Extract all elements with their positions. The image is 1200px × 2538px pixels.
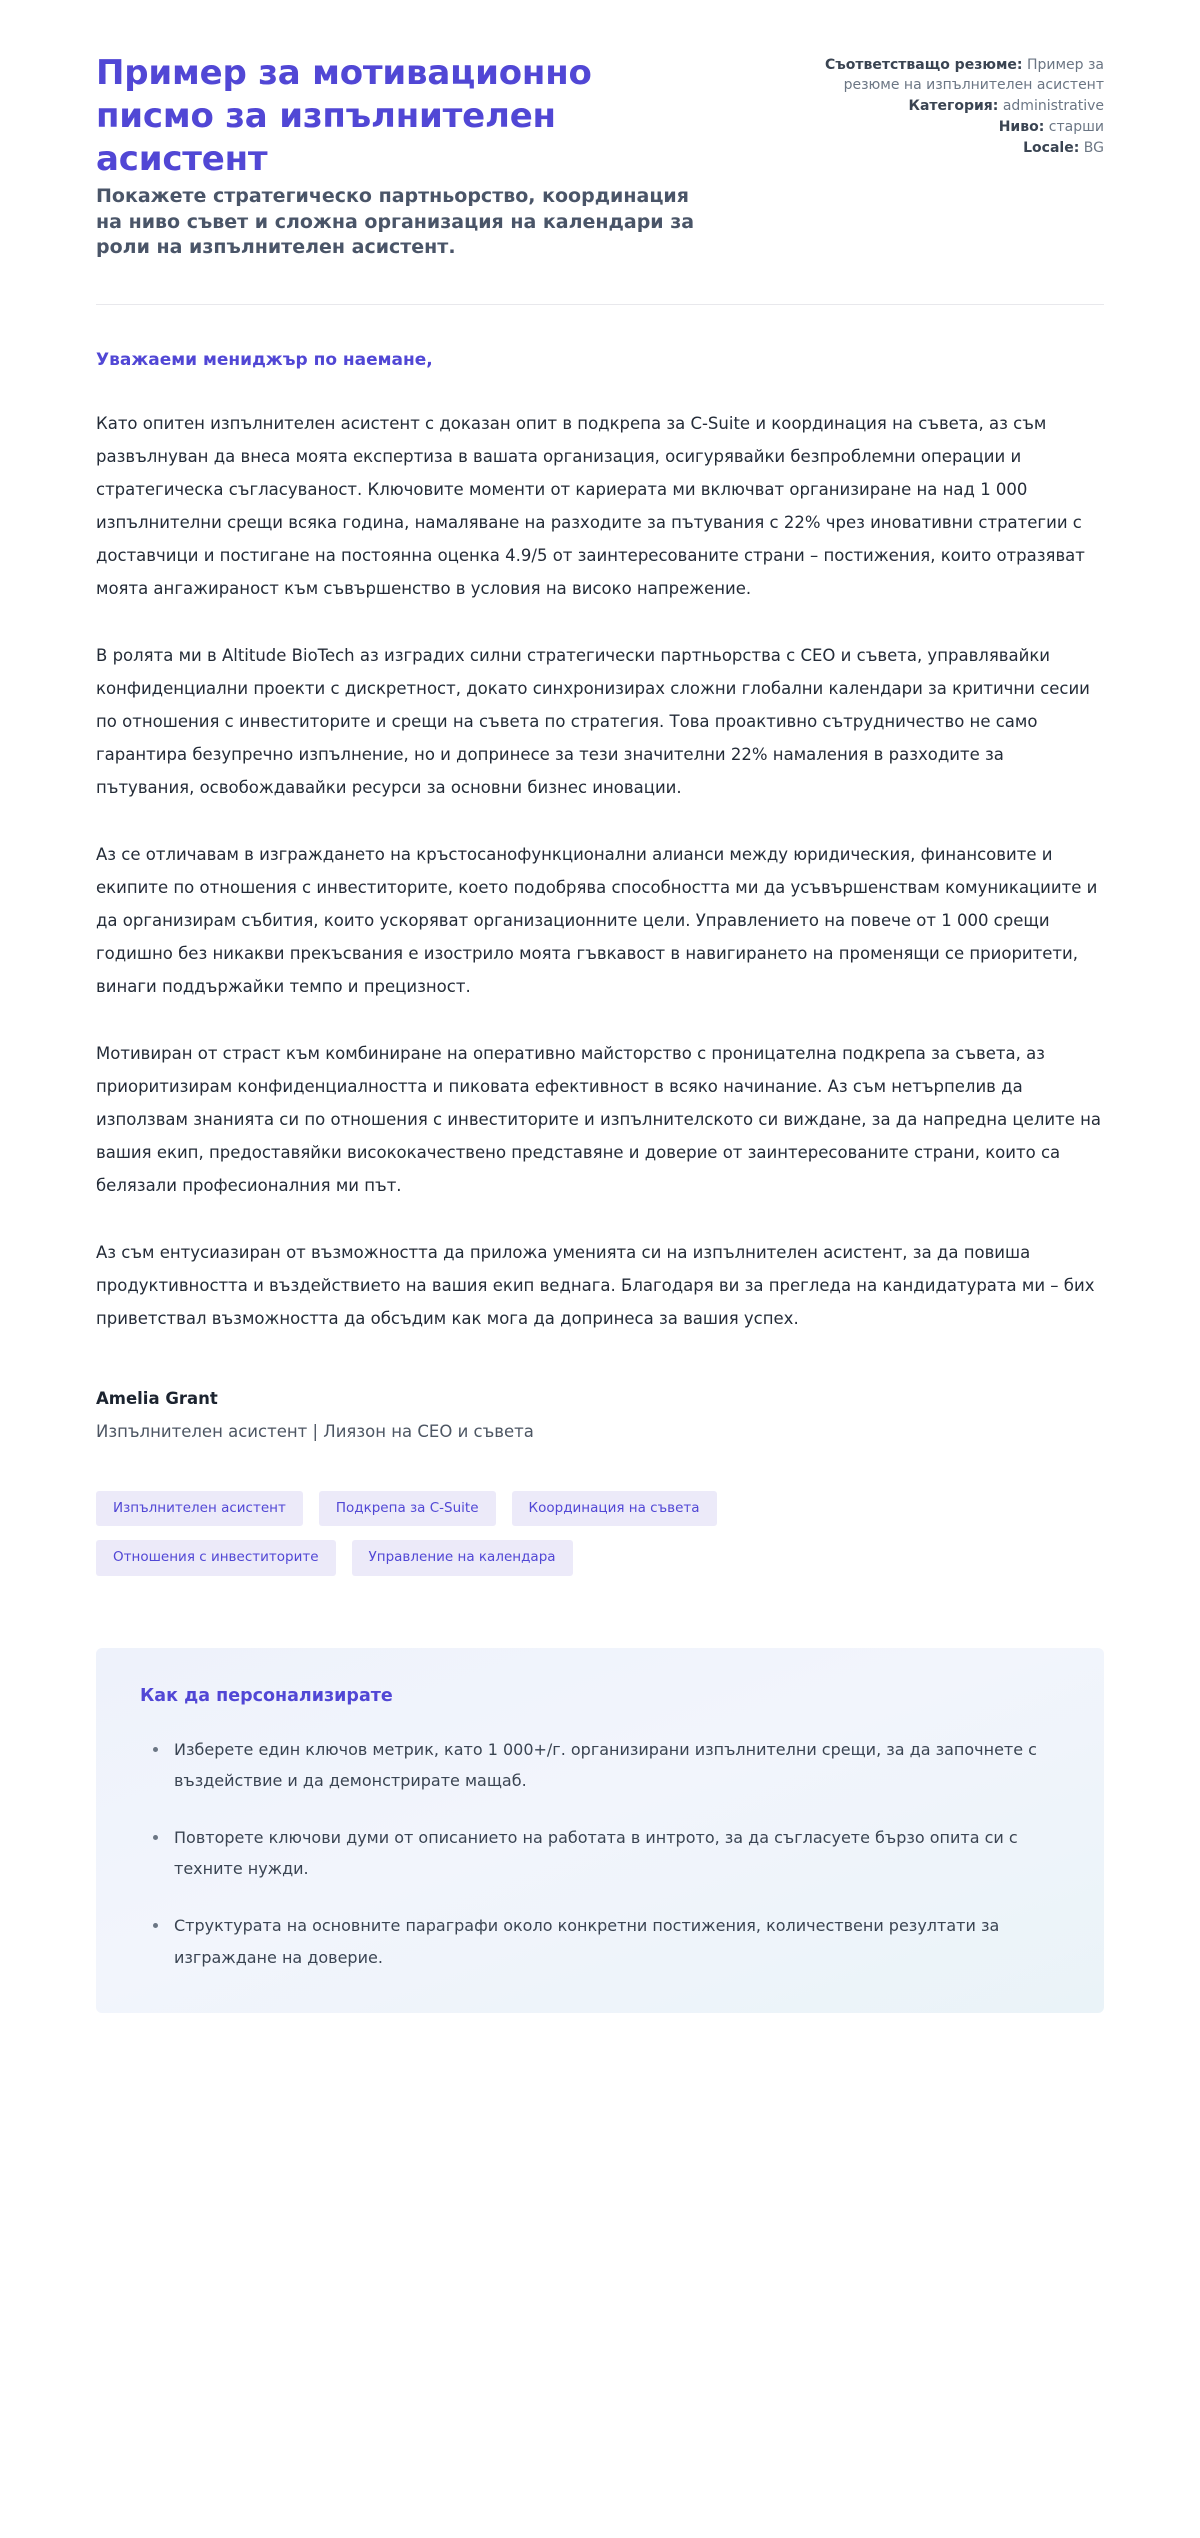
callout-list-item: Повторете ключови думи от описанието на работата в интрото, за да съгласуете бързо опита си с техните нужди. [140,1822,1060,1884]
tag-chip[interactable]: Подкрепа за C-Suite [319,1491,496,1527]
document-metadata [814,52,1104,159]
signature-name: Amelia Grant [96,1388,218,1408]
letter-paragraph-5: Аз съм ентусиазиран от възможността да приложа уменията си на изпълнителен асистент, за да повиша продуктивността и въздействието на вашия екип веднага. Благодаря ви за прегледа на кандидатурата ми – бих приветствал възможността да обсъдим как мога да допринеса за вашия успех. [96,1242,1095,1328]
meta-value-category: administrative [1002,97,1104,114]
tag-chip[interactable]: Управление на календара [352,1540,573,1576]
tag-chip[interactable]: Координация на съвета [512,1491,717,1527]
callout-list [140,1734,1060,1973]
callout-list-item: Структурата на основните параграфи около конкретни постижения, количествени резултати за изграждане на доверие. [140,1910,1060,1972]
page-title: Пример за мотивационно писмо за изпълнителен асистент [96,53,592,179]
callout-list-item: Изберете един ключов метрик, като 1 000+/г. организирани изпълнителни срещи, за да започнете с въздействие и да демонстрирате мащаб. [140,1734,1060,1796]
meta-label-level: Ниво: [998,118,1045,135]
meta-label-locale: Locale: [1023,139,1080,156]
signature-block [96,1389,1104,1441]
letter-paragraph-4: Мотивиран от страст към комбиниране на оперативно майсторство с проницателна подкрепа за съвета, аз приоритизирам конфиденциалността и пиковата ефективност в всяко начинание. Аз съм нетърпелив да използвам знанията си по отношения с инвеститорите и изпълнителското си виждане, за да напредна целите на вашия екип, предоставяйки висококачествено представяне и доверие от заинтересованите страни, които са белязали професионалния ми път. [96,1043,1101,1195]
tag-chip[interactable]: Изпълнителен асистент [96,1491,303,1527]
letter-body [96,305,1104,1441]
header-title-block [96,52,716,261]
signature-role: Изпълнителен асистент | Лиязон на CEO и съвета [96,1421,534,1441]
callout-title: Как да персонализирате [140,1685,393,1706]
meta-row-category [814,97,1104,117]
meta-row-level [814,118,1104,138]
customization-callout [96,1648,1104,2013]
page-subtitle: Покажете стратегическо партньорство, координация на ниво съвет и сложна организация на календари за роли на изпълнителен асистент. [96,185,695,259]
letter-paragraph-2: В ролята ми в Altitude BioTech аз изградих силни стратегически партньорства с CEO и съвета, управлявайки конфиденциални проекти с дискретност, докато синхронизирах сложни глобални календари за критични сесии по отношения с инвеститорите и срещи на съвета по стратегия. Това проактивно сътрудничество не само гарантира безупречно изпълнение, но и допринесе за тези значителни 22% намаления в разходите за пътувания, освобождавайки ресурси за основни бизнес иновации. [96,645,1090,797]
meta-label-category: Категория: [908,97,999,114]
letter-paragraph-3: Аз се отличавам в изграждането на кръстосанофункционални алианси между юридическия, финансовите и екипите по отношения с инвеститорите, което подобрява способността ми да усъвършенствам комуникациите и да организирам събития, които ускоряват организационните цели. Управлението на повече от 1 000 срещи годишно без никакви прекъсвания е изострило моята гъвкавост в навигирането на променящи се приоритети, винаги поддържайки темпо и прецизност. [96,844,1098,996]
document-header [96,52,1104,261]
tag-chip[interactable]: Отношения с инвеститорите [96,1540,336,1576]
meta-value-matching-resume: Пример за резюме на изпълнителен асистент [843,57,1104,93]
letter-greeting: Уважаеми мениджър по наемане, [96,349,433,370]
tag-list [96,1491,856,1576]
meta-label-matching-resume: Съответстващо резюме: [825,57,1023,73]
meta-value-level: старши [1048,118,1104,135]
meta-row-locale [814,139,1104,159]
meta-row-matching-resume [814,56,1104,96]
meta-value-locale: BG [1083,139,1104,156]
letter-paragraph-1: Като опитен изпълнителен асистент с доказан опит в подкрепа за C-Suite и координация на съвета, аз съм развълнуван да внеса моята експертиза в вашата организация, осигурявайки безпроблемни операции и стратегическа съгласуваност. Ключовите моменти от кариерата ми включват организиране на над 1 000 изпълнителни срещи всяка година, намаляване на разходите за пътувания с 22% чрез иновативни стратегии с доставчици и постигане на постоянна оценка 4.9/5 от заинтересованите страни – постижения, които отразяват моята ангажираност към съвършенство в условия на високо напрежение. [96,413,1085,598]
